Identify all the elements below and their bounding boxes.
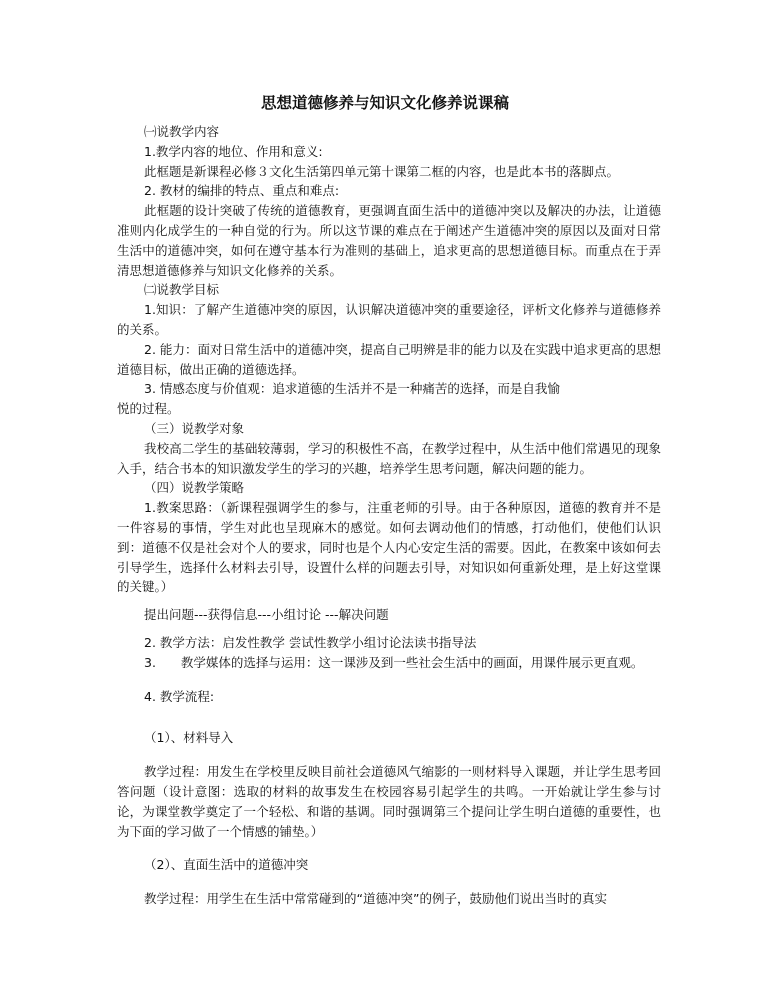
paragraph: 4. 教学流程:	[144, 688, 215, 704]
paragraph: 此框题是新课程必修３文化生活第四单元第十课第二框的内容，也是此本书的落脚点。	[144, 163, 620, 179]
paragraph: 3. 教学媒体的选择与运用：这一课涉及到一些社会生活中的画面，用课件展示更直观。	[144, 654, 644, 670]
document-body	[117, 122, 661, 909]
paragraph: 3. 情感态度与价值观：追求道德的生活并不是一种痛苦的选择，而是自我愉 悦的过程。	[117, 381, 560, 417]
paragraph: 此框题的设计突破了传统的道德教育，更强调直面生活中的道德冲突以及解决的办法，让道德准则内化成学生的一种自觉的行为。所以这节课的难点在于阐述产生道德冲突的原因以及面对日常生活中的道德冲突，如何在遵守基本行为准则的基础上，追求更高的思想道德目标。而重点在于弄清思想道德修养与知识文化修养的关系。	[117, 203, 661, 278]
document-title: 思想道德修养与知识文化修养说课稿	[260, 94, 509, 112]
paragraph: 1.教案思路：（新课程强调学生的参与，注重老师的引导。由于各种原因，道德的教育并不是一件容易的事情，学生对此也呈现麻木的感觉。如何去调动他们的情感，打动他们，使他们认识到：道德不仅是社会对个人的要求，同时也是个人内心安定生活的需要。因此，在教案中该如何去引导学生，选择什么材料去引导，设置什么样的问题去引导，对知识如何重新处理，是上好这堂课的关键。）	[117, 500, 661, 595]
paragraph: 提出问题---获得信息---小组讨论 ---解决问题	[144, 607, 389, 623]
paragraph: 教学过程：用学生在生活中常常碰到的“道德冲突”的例子，鼓励他们说出当时的真实	[144, 891, 607, 907]
paragraph: 2. 能力：面对日常生活中的道德冲突，提高自己明辨是非的能力以及在实践中追求更高的思想道德目标，做出正确的道德选择。	[117, 341, 661, 377]
section-heading-students: （三）说教学对象	[144, 420, 245, 436]
subheading-conflict: （2）、直面生活中的道德冲突	[144, 857, 309, 873]
paragraph: 2. 教学方法：启发性教学 尝试性教学小组讨论法读书指导法	[144, 634, 477, 650]
paragraph: 教学过程：用发生在学校里反映目前社会道德风气缩影的一则材料导入课题，并让学生思考回答问题（设计意图：选取的材料的故事发生在校园容易引起学生的共鸣。一开始就让学生参与讨论，为课堂教学奠定了一个轻松、和谐的基调。同时强调第三个提问让学生明白道德的重要性，也为下面的学习做了一个情感的铺垫。）	[117, 764, 661, 839]
paragraph: 2. 教材的编排的特点、重点和难点:	[144, 183, 340, 199]
paragraph: 我校高二学生的基础较薄弱，学习的积极性不高，在教学过程中，从生活中他们常遇见的现象入手，结合书本的知识激发学生的学习的兴趣，培养学生思考问题，解决问题的能力。	[117, 440, 661, 476]
paragraph: 1.教学内容的地位、作用和意义:	[144, 143, 323, 159]
subheading-material: （1）、材料导入	[144, 730, 234, 746]
section-heading-content: ㈠说教学内容	[144, 124, 220, 139]
section-heading-goals: ㈡说教学目标	[144, 282, 220, 298]
paragraph: 1.知识：了解产生道德冲突的原因，认识解决道德冲突的重要途径，评析文化修养与道德修养的关系。	[117, 302, 661, 337]
section-heading-strategy: （四）说教学策略	[144, 480, 245, 496]
